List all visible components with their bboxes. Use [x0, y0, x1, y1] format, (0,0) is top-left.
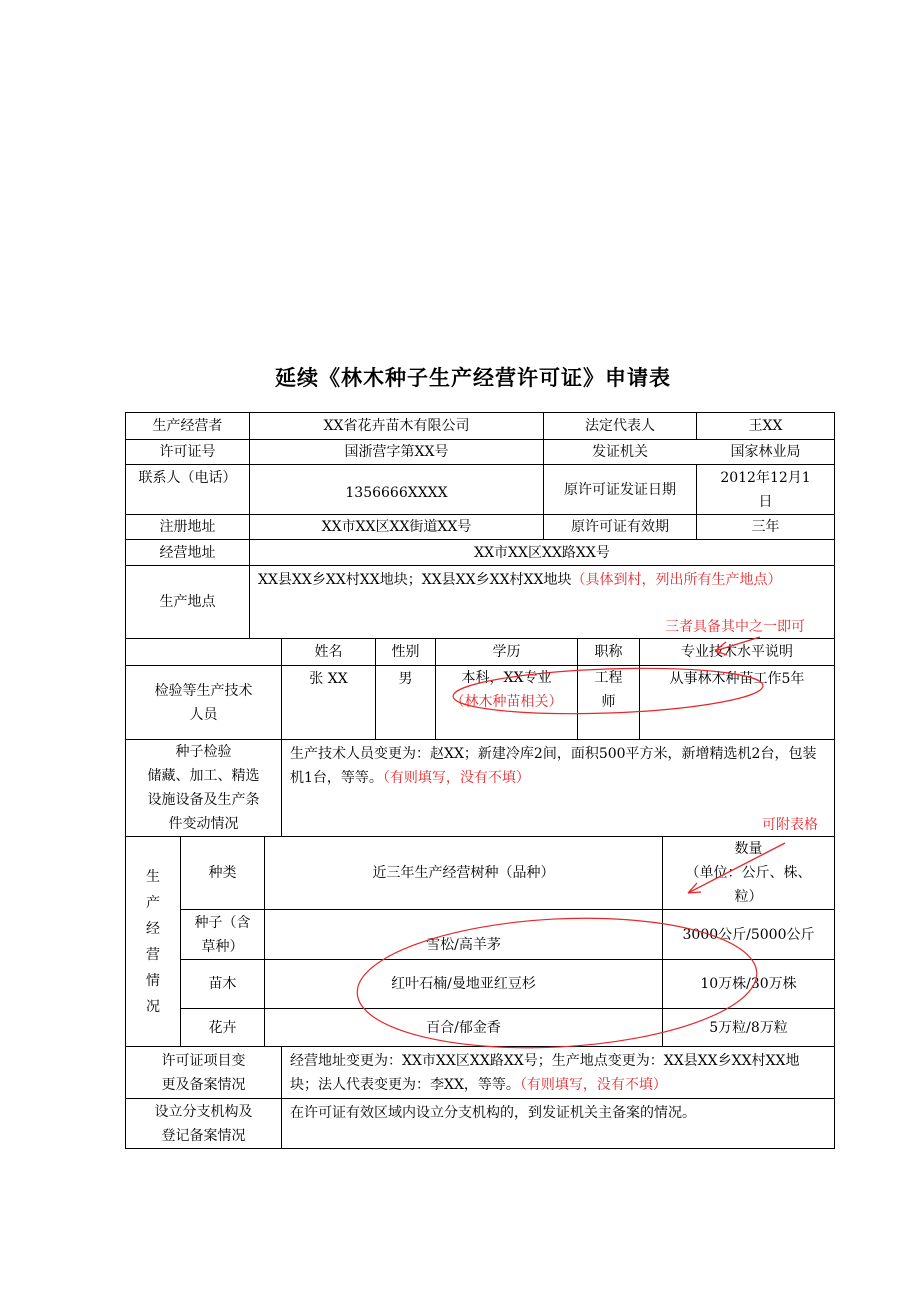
- staff-title: [578, 666, 639, 714]
- facility-note: （有则填写，没有不填）: [382, 770, 530, 786]
- change-label-line-1: 许可证项目变: [161, 1052, 246, 1069]
- reg-addr-label: 注册地址: [159, 519, 216, 535]
- staff-education-note: （林木种苗相关）: [450, 694, 563, 710]
- staff-description: 从事林木种苗工作5年: [669, 671, 805, 687]
- qty-header-line-3: 粒）: [734, 889, 763, 905]
- staff-header-education: 学历: [492, 644, 521, 660]
- quantity-header: [663, 837, 834, 909]
- issuer-value: 国家林业局: [730, 444, 801, 460]
- kind-header: 种类: [208, 865, 237, 881]
- facility-label: [126, 740, 281, 836]
- production-side-label: [126, 837, 180, 1046]
- validity-value: 三年: [751, 519, 780, 535]
- kind-seed-line-2: 草种）: [201, 938, 244, 955]
- prod-site-label: 生产地点: [159, 594, 216, 610]
- staff-education-text: 本科，XX专业: [461, 670, 552, 686]
- qty-seedling: 10万株/30万株: [700, 976, 797, 992]
- staff-requirement-note: 三者具备其中之一即可: [665, 619, 805, 635]
- change-note: （有则填写，没有不填）: [519, 1077, 667, 1093]
- species-header: 近三年生产经营树种（品种）: [372, 865, 555, 881]
- form-title: 延续《林木种子生产经营许可证》申请表: [275, 366, 671, 390]
- change-text: 经营地址变更为：XX市XX区XX路XX号；生产地点变更为：XX县XX乡XX村XX地块；法人代表变更为：李XX，等等。: [290, 1053, 800, 1093]
- branch-value: 在许可证有效区域内设立分支机构的，到发证机关主备案的情况。: [290, 1105, 696, 1121]
- issue-date-line-1: 2012年12月1: [720, 469, 811, 486]
- staff-label-line-1: 检验等生产技术: [154, 682, 253, 699]
- kind-seedling: 苗木: [208, 976, 237, 992]
- side-char-5: 情: [146, 972, 160, 989]
- side-char-3: 经: [146, 920, 160, 937]
- facility-value: [282, 740, 834, 800]
- contact-label: 联系人（电话）: [138, 470, 237, 486]
- staff-header-gender: 性别: [391, 644, 420, 660]
- branch-label-line-1: 设立分支机构及: [154, 1103, 253, 1120]
- branch-label: [126, 1099, 281, 1148]
- staff-label: [126, 666, 281, 739]
- side-char-6: 况: [146, 998, 160, 1015]
- qty-header-line-2: （单位：公斤、株、: [685, 865, 812, 881]
- facility-label-line-4: 件变动情况: [168, 816, 239, 832]
- facility-label-line-1: 种子检验: [175, 744, 232, 760]
- branch-label-line-2: 登记备案情况: [161, 1127, 246, 1144]
- change-value: [282, 1047, 834, 1098]
- change-label: [126, 1047, 281, 1098]
- operator-value: XX省花卉苗木有限公司: [323, 418, 470, 434]
- issue-date-value: [697, 465, 834, 514]
- staff-label-line-2: 人员: [189, 706, 218, 723]
- side-char-4: 营: [146, 946, 160, 963]
- legal-rep-label: 法定代表人: [585, 418, 655, 434]
- facility-text: 生产技术人员变更为：赵XX；新建冷库2间，面积500平方米，新增精选机2台，包装机1台，等等。: [290, 746, 817, 786]
- legal-rep-value: 王XX: [748, 418, 783, 434]
- staff-header-name: 姓名: [314, 644, 343, 660]
- issuer-label: 发证机关: [592, 444, 648, 460]
- staff-title-line-2: 师: [601, 694, 616, 710]
- staff-header-title: 职称: [594, 644, 623, 660]
- facility-label-line-2: 储藏、加工、精选: [147, 768, 260, 784]
- issue-date-line-2: 日: [758, 493, 773, 510]
- validity-label: 原许可证有效期: [571, 519, 669, 535]
- biz-addr-label: 经营地址: [159, 544, 216, 561]
- staff-education: [436, 666, 577, 714]
- species-flower: 百合/郁金香: [426, 1019, 501, 1036]
- qty-flower: 5万粒/8万粒: [709, 1019, 788, 1036]
- reg-addr-value: XX市XX区XX街道XX号: [321, 519, 472, 535]
- biz-addr-value: XX市XX区XX路XX号: [474, 544, 610, 561]
- kind-seed-line-1: 种子（含: [194, 914, 251, 931]
- species-seedling: 红叶石楠/曼地亚红豆杉: [391, 976, 536, 992]
- staff-name: 张 XX: [309, 671, 348, 687]
- operator-label: 生产经营者: [152, 418, 223, 434]
- prod-site-text: XX县XX乡XX村XX地块；XX县XX乡XX村XX地块: [258, 572, 572, 588]
- kind-seed: [181, 910, 264, 959]
- license-no-value: 国浙营字第XX号: [344, 444, 449, 460]
- staff-header-description: 专业技术水平说明: [681, 644, 793, 660]
- change-label-line-2: 更及备案情况: [161, 1076, 246, 1093]
- prod-site-note: （具体到村，列出所有生产地点）: [571, 572, 782, 588]
- staff-gender: 男: [398, 671, 413, 687]
- license-no-label: 许可证号: [159, 444, 216, 460]
- staff-title-line-1: 工程: [594, 670, 623, 686]
- issue-date-label: 原许可证发证日期: [564, 481, 676, 498]
- facility-label-line-3: 设施设备及生产条: [147, 792, 260, 808]
- qty-header-line-1: 数量: [734, 841, 763, 857]
- contact-value: 1356666XXXX: [345, 485, 448, 501]
- attach-table-note: 可附表格: [762, 817, 818, 833]
- qty-seed: 3000公斤/5000公斤: [682, 926, 815, 943]
- species-seed: 雪松/高羊茅: [426, 937, 501, 953]
- side-char-2: 产: [146, 894, 160, 911]
- side-char-1: 生: [146, 868, 160, 885]
- kind-flower: 花卉: [208, 1019, 237, 1036]
